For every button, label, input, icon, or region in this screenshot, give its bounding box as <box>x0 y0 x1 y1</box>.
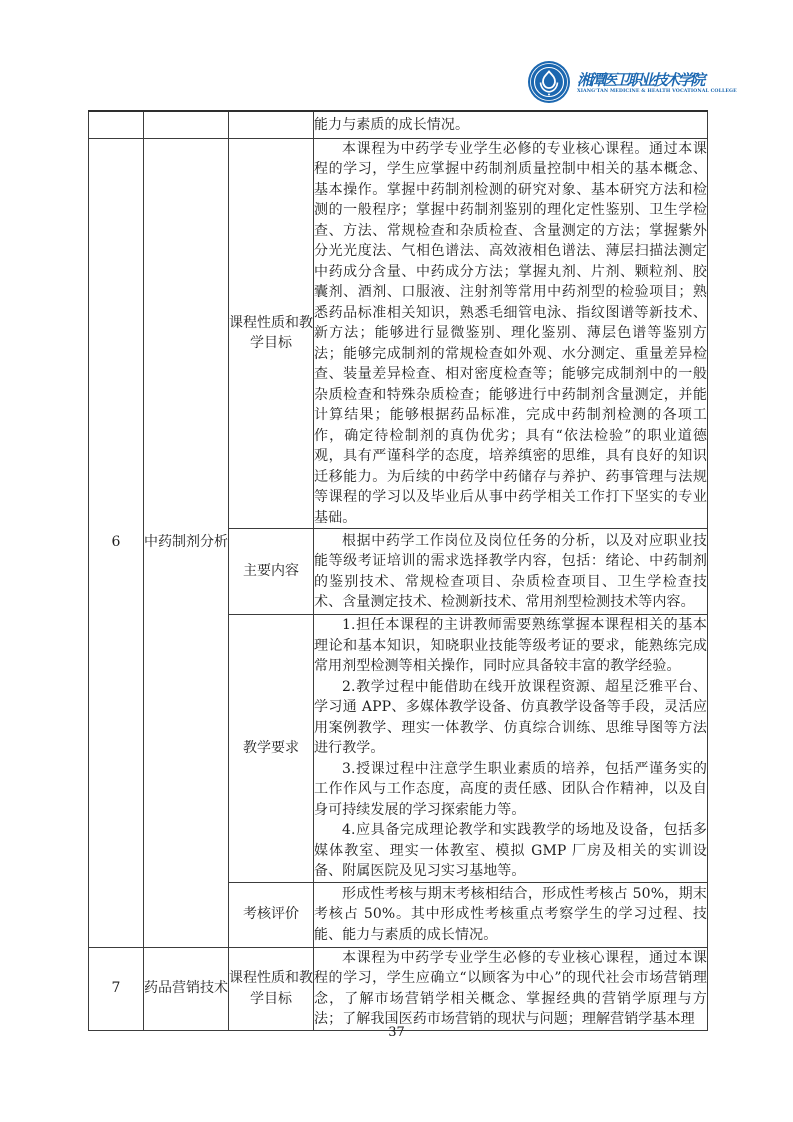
table-row <box>89 138 708 529</box>
cell-section-label: 课程性质和教学目标 <box>229 138 314 529</box>
cell-section-content <box>314 615 708 883</box>
paragraph: 4.应具备完成理论教学和实践教学的场地及设备，包括多媒体教室、理实一体教室、模拟 GMP 厂房及相关的实训设备、附属医院及见习实习基地等。 <box>314 822 707 879</box>
page-number: 37 <box>388 1025 405 1040</box>
course-syllabus-table <box>88 110 708 1031</box>
college-name-block <box>577 71 793 94</box>
paragraph: 2.教学过程中能借助在线开放课程资源、超星泛雅平台、学习通 APP、多媒体教学设备、仿真教学设备等手段，灵活应用案例教学、理实一体教学、仿真综合训练、思维导图等方法进行教学。 <box>314 678 707 756</box>
carryover-text: 能力与素质的成长情况。 <box>314 116 470 133</box>
paragraph: 3.授课过程中注意学生职业素质的培养，包括严谨务实的工作作风与工作态度，高度的责任感、团队合作精神，以及自身可持续发展的学习探索能力等。 <box>314 760 707 818</box>
cell-section-content <box>314 138 708 529</box>
college-logo-icon <box>527 60 571 104</box>
college-name-en: XIANG'TAN MEDICINE & HEALTH VOCATIONAL COLLEGE <box>577 87 737 94</box>
cell-section-label: 考核评价 <box>229 882 314 947</box>
cell-section-label: 教学要求 <box>229 615 314 883</box>
cell-section-content <box>314 529 708 615</box>
cell-label-empty <box>229 111 314 138</box>
cell-section-label: 主要内容 <box>229 529 314 615</box>
cell-course-empty <box>144 111 229 138</box>
cell-section-content <box>314 882 708 947</box>
cell-course-number: 6 <box>89 138 144 947</box>
cell-content-carryover <box>314 111 708 138</box>
cell-course-name: 药品营销技术 <box>144 947 229 1030</box>
table-row-carryover <box>89 111 708 138</box>
paragraph: 本课程为中药学专业学生必修的专业核心课程，通过本课程的学习，学生应确立“以顾客为中心”的现代社会市场营销理念，了解市场营销学相关概念、掌握经典的营销学原理与方法；了解我国医药市场营销的现状与问题；理解营销学基本理 <box>314 949 707 1027</box>
paragraph: 本课程为中药学专业学生必修的专业核心课程。通过本课程的学习，学生应掌握中药制剂质量控制中相关的基本概念、基本操作。掌握中药制剂检测的研究对象、基本研究方法和检测的一般程序；掌握中药制剂鉴别的理化定性鉴别、卫生学检查、方法、常规检查和杂质检查、含量测定的方法；掌握紫外分光光度法、气相色谱法、高效液相色谱法、薄层扫描法测定中药成分含量、中药成分方法；掌握丸剂、片剂、颗粒剂、胶囊剂、酒剂、口服液、注射剂等常用中药剂型的检验项目；熟悉药品标准相关知识，熟悉毛细管电泳、指纹图谱等新技术、新方法；能够进行显微鉴别、理化鉴别、薄层色谱等鉴别方法；能够完成制剂的常规检查如外观、水分测定、重量差异检查、装量差异检查、相对密度检查等；能够完成制剂中的一般杂质检查和特殊杂质检查；能够进行中药制剂含量测定，并能计算结果；能够根据药品标准，完成中药制剂检测的各项工作，确定待检制剂的真伪优劣；具有“依法检验”的职业道德观，具有严谨科学的态度，培养缜密的思维，具有良好的知识迁移能力。为后续的中药学中药储存与养护、药事管理与法规等课程的学习以及毕业后从事中药学相关工作打下坚实的专业基础。 <box>314 140 707 526</box>
college-header <box>527 60 737 104</box>
paragraph: 形成性考核与期末考核相结合，形成性考核占 50%，期末考核占 50%。其中形成性考核重点考察学生的学习过程、技能、能力与素质的成长情况。 <box>314 885 707 943</box>
paragraph: 1.担任本课程的主讲教师需要熟练掌握本课程相关的基本理论和基本知识，知晓职业技能等级考证的要求，能熟练完成常用剂型检测等相关操作，同时应具备较丰富的教学经验。 <box>314 617 707 674</box>
cell-section-label: 课程性质和教学目标 <box>229 947 314 1030</box>
paragraph: 根据中药学工作岗位及岗位任务的分析，以及对应职业技能等级考证培训的需求选择教学内容，包括：绪论、中药制剂的鉴别技术、常规检查项目、杂质检查项目、卫生学检查技术、含量测定技术、检测新技术、常用剂型检测技术等内容。 <box>314 532 707 610</box>
cell-section-content <box>314 947 708 1030</box>
college-name-cn: 湘潭医卫职业技术学院 <box>577 70 704 89</box>
cell-course-name: 中药制剂分析 <box>144 138 229 947</box>
cell-course-number: 7 <box>89 947 144 1030</box>
table-row <box>89 947 708 1030</box>
cell-number-empty <box>89 111 144 138</box>
